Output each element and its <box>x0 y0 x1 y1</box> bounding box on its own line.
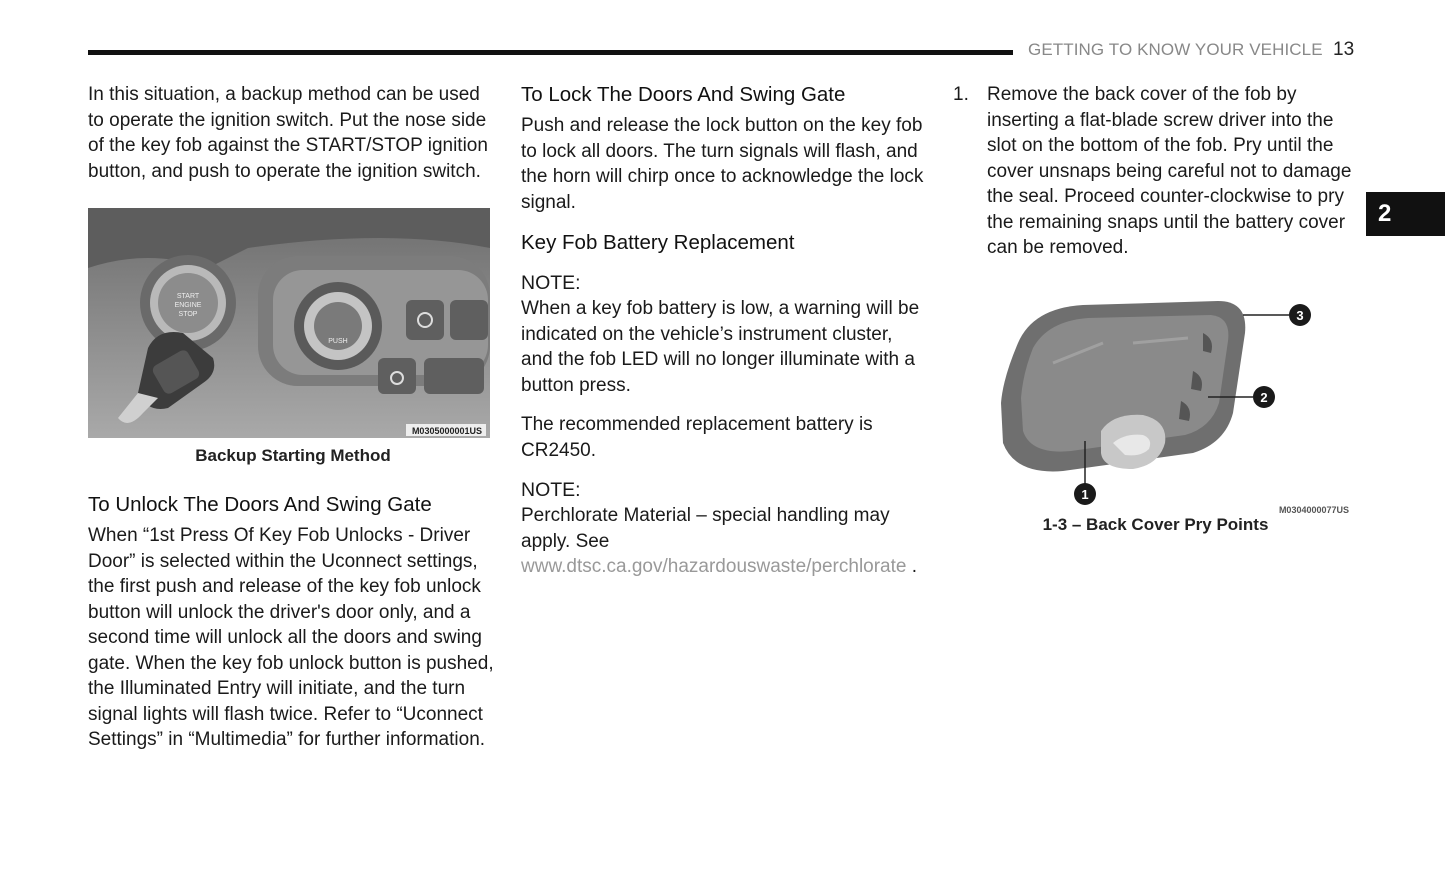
intro-paragraph: In this situation, a backup method can be used to operate the ignition switch. Put the nose side of the key fob against the START/STOP ignition button, and push to operate the ignition switch. <box>88 84 488 182</box>
note-label: NOTE: <box>521 479 581 501</box>
svg-text:ENGINE: ENGINE <box>174 302 202 309</box>
page-number: 13 <box>1333 39 1355 60</box>
list-item <box>953 82 1358 261</box>
unlock-heading: To Unlock The Doors And Swing Gate <box>88 493 432 516</box>
unlock-paragraph: When “1st Press Of Key Fob Unlocks - Driver Door” is selected within the Uconnect settings, the first push and release of the key fob unlock button will unlock the driver's door only, and a second time will unlock all the doors and swing gate. When the key fob unlock button is pushed, the Illuminated Entry will initiate, and the turn signal lights will flash twice. Refer to “Uconnect Settings” in “Multimedia” for further information. <box>88 525 494 750</box>
column-2 <box>521 82 926 580</box>
figure-caption: 1-3 – Back Cover Pry Points <box>1042 514 1269 534</box>
note-paragraph: When a key fob battery is low, a warning will be indicated on the vehicle’s instrument cluster, and the fob LED will no longer illuminate with a button press. <box>521 298 920 396</box>
lock-heading: To Lock The Doors And Swing Gate <box>521 83 846 106</box>
column-3 <box>953 82 1358 535</box>
pry-points-figure <box>953 293 1353 517</box>
dashboard-illustration <box>88 208 490 438</box>
lock-paragraph: Push and release the lock button on the key fob to lock all doors. The turn signals will flash, and the horn will chirp once to acknowledge the lock signal. <box>521 115 924 213</box>
backup-starting-figure <box>88 208 490 438</box>
callout-1: 1 <box>1081 486 1089 502</box>
svg-text:PUSH: PUSH <box>328 338 348 345</box>
perchlorate-paragraph <box>521 503 926 580</box>
section-title: GETTING TO KNOW YOUR VEHICLE <box>1028 40 1323 59</box>
callout-3: 3 <box>1296 307 1304 323</box>
figure-caption: Backup Starting Method <box>195 446 391 465</box>
battery-heading: Key Fob Battery Replacement <box>521 231 795 254</box>
figure-code: M0305000001US <box>411 426 482 436</box>
svg-text:START: START <box>176 293 200 300</box>
note-label: NOTE: <box>521 272 581 294</box>
perchlorate-end: . <box>906 556 918 577</box>
perchlorate-link[interactable]: www.dtsc.ca.gov/hazardouswaste/perchlorate <box>521 556 907 577</box>
battery-paragraph: The recommended replacement battery is CR2450. <box>521 414 873 461</box>
callout-2: 2 <box>1260 389 1268 405</box>
perchlorate-text: Perchlorate Material – special handling may apply. See <box>521 505 890 552</box>
column-1 <box>88 82 498 753</box>
key-fob-illustration <box>953 293 1353 517</box>
step-text: Remove the back cover of the fob by inserting a flat-blade screw driver into the slot on the bottom of the fob. Pry until the cover unsnaps being careful not to damage the seal. Proceed counter-clockwise to pry the remaining snaps until the battery cover can be removed. <box>987 84 1352 258</box>
svg-text:STOP: STOP <box>178 311 198 318</box>
figure-code: M0304000077US <box>1278 504 1349 515</box>
chapter-tab[interactable]: 2 <box>1366 192 1445 236</box>
header-rule <box>88 50 1013 55</box>
step-number: 1. <box>953 84 969 105</box>
